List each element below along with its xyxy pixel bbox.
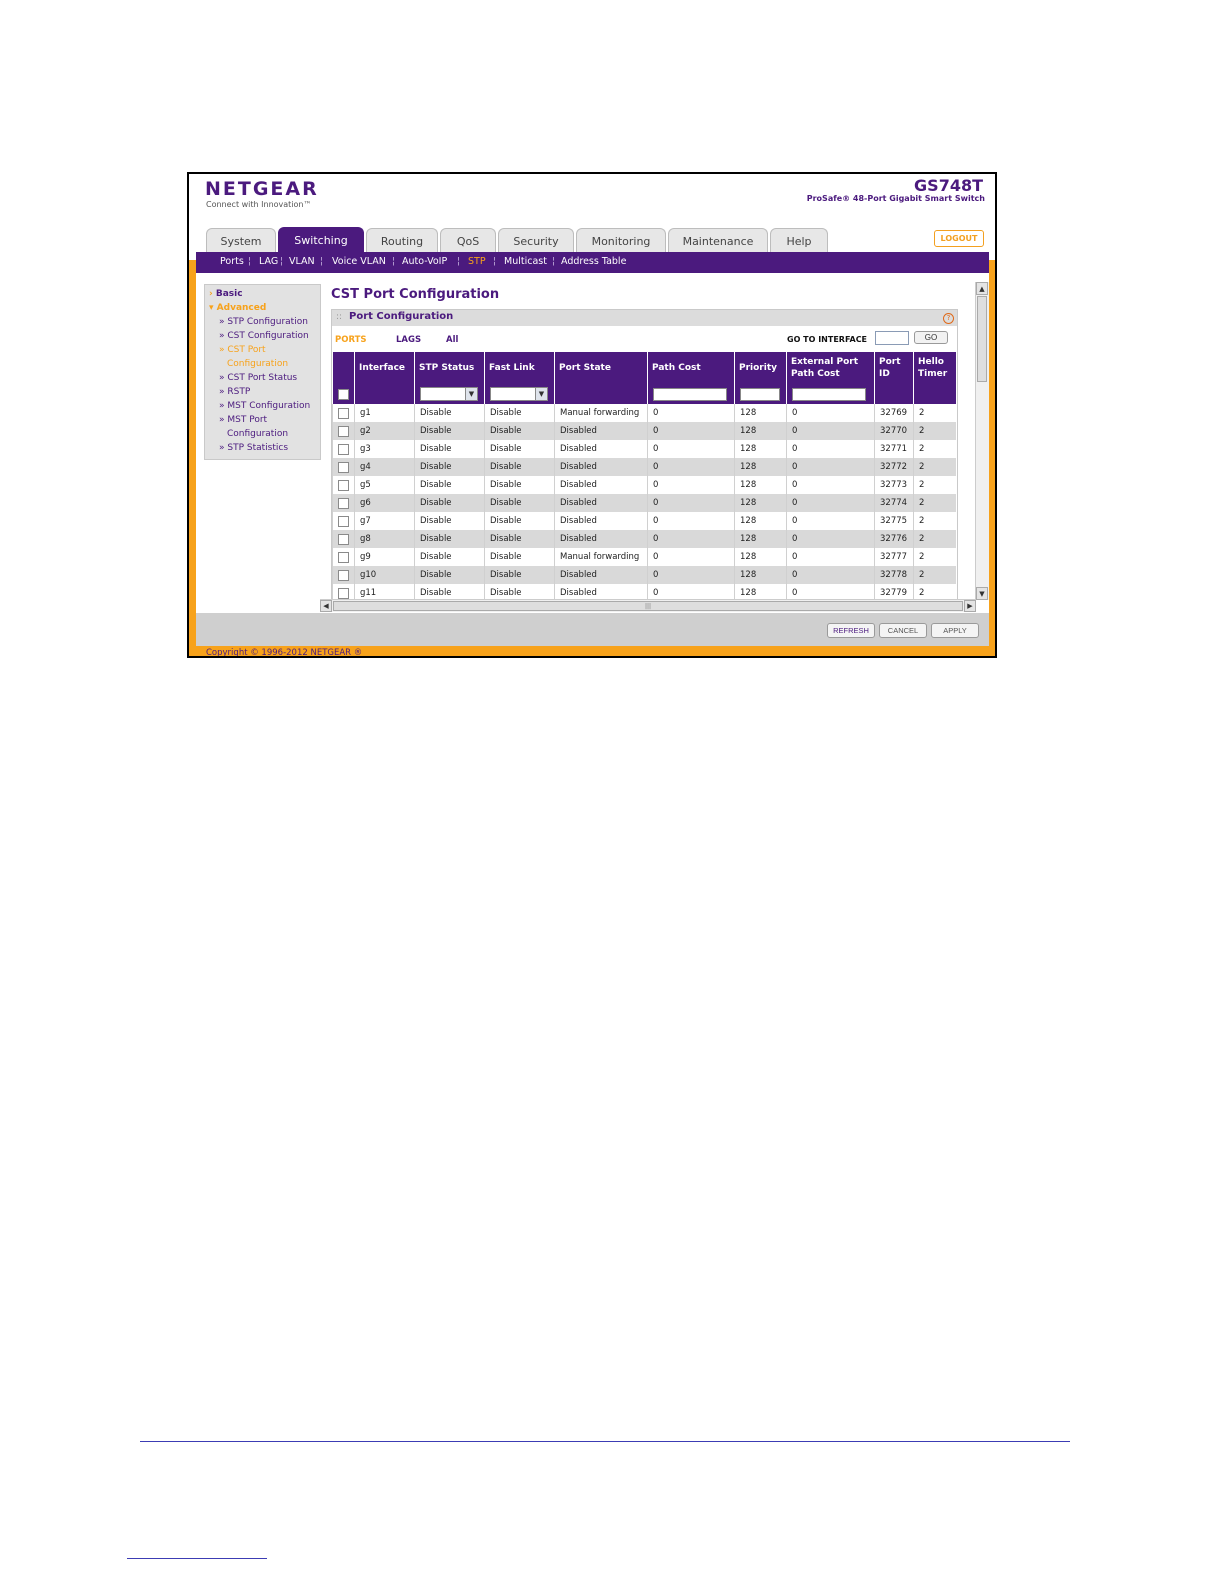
filter-ports[interactable]: PORTS <box>335 335 367 345</box>
table-cell: Disabled <box>555 440 648 458</box>
table-cell: Disable <box>415 404 485 422</box>
table-row[interactable] <box>333 566 956 584</box>
help-icon[interactable]: ? <box>943 313 954 324</box>
table-cell: Disable <box>415 548 485 566</box>
panel-header <box>332 310 957 326</box>
table-header-row <box>333 352 956 384</box>
table-cell: Disabled <box>555 458 648 476</box>
logout-button[interactable]: LOGOUT <box>934 230 984 247</box>
tab-switching[interactable]: Switching <box>278 227 364 252</box>
table-cell: g9 <box>355 548 415 566</box>
row-checkbox[interactable] <box>338 408 349 419</box>
tab-monitoring[interactable]: Monitoring <box>576 228 666 252</box>
row-checkbox[interactable] <box>338 516 349 527</box>
apply-button[interactable]: APPLY <box>931 623 979 638</box>
table-row[interactable] <box>333 494 956 512</box>
sidebar-item-stp-statistics[interactable]: » STP Statistics <box>219 443 289 453</box>
scroll-right-icon[interactable]: ▶ <box>964 600 976 612</box>
table-cell: Disabled <box>555 530 648 548</box>
subnav-voice-vlan[interactable]: Voice VLAN <box>332 256 386 267</box>
subnav-stp[interactable]: STP <box>468 256 486 267</box>
table-cell: 32779 <box>875 584 914 601</box>
tab-routing[interactable]: Routing <box>366 228 438 252</box>
table-cell: g11 <box>355 584 415 601</box>
table-cell: 0 <box>648 476 735 494</box>
row-checkbox[interactable] <box>338 498 349 509</box>
header-fast-link[interactable]: Fast Link <box>485 352 555 384</box>
table-cell: 128 <box>735 566 787 584</box>
footnote-divider <box>127 1558 267 1559</box>
header-priority[interactable]: Priority <box>735 352 787 384</box>
table-row[interactable] <box>333 548 956 566</box>
table-cell: Disable <box>415 476 485 494</box>
table-cell: Disabled <box>555 584 648 601</box>
vertical-scroll-thumb[interactable] <box>977 296 987 382</box>
priority-input[interactable] <box>740 388 780 401</box>
button-bar <box>196 613 989 646</box>
header-select <box>333 352 355 384</box>
table-cell: 32773 <box>875 476 914 494</box>
subnav-vlan[interactable]: VLAN <box>289 256 315 267</box>
table-cell: 128 <box>735 404 787 422</box>
row-checkbox[interactable] <box>338 588 349 599</box>
path-cost-input[interactable] <box>653 388 727 401</box>
table-cell: Disabled <box>555 476 648 494</box>
header-interface[interactable]: Interface <box>355 352 415 384</box>
tab-system[interactable]: System <box>206 228 276 252</box>
sidebar-item-mst-port[interactable]: » MST Port <box>219 415 268 425</box>
table-row[interactable] <box>333 512 956 530</box>
table-cell: Disable <box>415 512 485 530</box>
page-title: CST Port Configuration <box>331 287 500 302</box>
row-checkbox-cell <box>333 530 355 548</box>
chevron-down-icon: ▼ <box>535 388 547 400</box>
sidebar-item-cst-configuration[interactable]: » CST Configuration <box>219 331 309 341</box>
table-cell: 32778 <box>875 566 914 584</box>
fast-link-select[interactable] <box>490 387 548 401</box>
table-cell: 32769 <box>875 404 914 422</box>
subnav-ports[interactable]: Ports <box>220 256 244 267</box>
table-cell: Disabled <box>555 512 648 530</box>
horizontal-scrollbar[interactable] <box>320 599 976 612</box>
edit-row <box>333 384 956 404</box>
table-row[interactable] <box>333 458 956 476</box>
table-cell: Disable <box>485 548 555 566</box>
table-cell: Disable <box>485 440 555 458</box>
table-cell: 128 <box>735 494 787 512</box>
table-cell: Disabled <box>555 494 648 512</box>
row-checkbox[interactable] <box>338 480 349 491</box>
table-cell: 0 <box>787 512 875 530</box>
tab-maintenance[interactable]: Maintenance <box>668 228 768 252</box>
panel-title: Port Configuration <box>349 311 454 322</box>
table-cell: 128 <box>735 458 787 476</box>
table-cell: g5 <box>355 476 415 494</box>
filter-all[interactable]: All <box>446 335 459 345</box>
table-cell: 2 <box>914 512 956 530</box>
subnav-multicast[interactable]: Multicast <box>504 256 547 267</box>
row-checkbox[interactable] <box>338 444 349 455</box>
table-cell: 32772 <box>875 458 914 476</box>
table-cell: Disable <box>485 458 555 476</box>
header-port-id[interactable]: Port ID <box>875 352 914 384</box>
table-cell: g4 <box>355 458 415 476</box>
sidebar-item-cst-port-configuration-2[interactable]: Configuration <box>227 359 289 369</box>
sidebar-item-mst-configuration[interactable]: » MST Configuration <box>219 401 311 411</box>
table-cell: 0 <box>787 440 875 458</box>
sidebar-item-mst-port-configuration[interactable]: Configuration <box>227 429 289 439</box>
copyright: Copyright © 1996-2012 NETGEAR ® <box>206 648 363 658</box>
chevron-down-icon: ▼ <box>465 388 477 400</box>
table-cell: 0 <box>648 440 735 458</box>
header-path-cost[interactable]: Path Cost <box>648 352 735 384</box>
table-cell: 0 <box>648 458 735 476</box>
sidebar <box>204 284 321 460</box>
subnav-address-table[interactable]: Address Table <box>561 256 627 267</box>
table-row[interactable] <box>333 530 956 548</box>
scroll-down-icon[interactable]: ▼ <box>976 587 988 600</box>
netgear-logo: NETGEAR <box>205 178 319 200</box>
header-hello-timer[interactable]: Hello Timer <box>914 352 956 384</box>
brand-tagline: Connect with Innovation™ <box>206 200 312 209</box>
table-cell: 128 <box>735 512 787 530</box>
row-checkbox-cell <box>333 494 355 512</box>
table-cell: 32775 <box>875 512 914 530</box>
table-cell: g6 <box>355 494 415 512</box>
tab-security[interactable]: Security <box>498 228 574 252</box>
row-checkbox-cell <box>333 512 355 530</box>
subnav-auto-voip[interactable]: Auto-VoIP <box>402 256 448 267</box>
table-cell: 2 <box>914 404 956 422</box>
table-cell: Manual forwarding <box>555 404 648 422</box>
port-table <box>332 352 956 601</box>
table-cell: Manual forwarding <box>555 548 648 566</box>
table-cell: 0 <box>787 494 875 512</box>
table-cell: g3 <box>355 440 415 458</box>
table-cell: 128 <box>735 422 787 440</box>
table-cell: 2 <box>914 548 956 566</box>
table-cell: 0 <box>648 566 735 584</box>
header-stp-status[interactable]: STP Status <box>415 352 485 384</box>
table-cell: 0 <box>648 404 735 422</box>
table-cell: 0 <box>787 530 875 548</box>
table-cell: Disable <box>485 494 555 512</box>
row-checkbox-cell <box>333 404 355 422</box>
table-cell: 32771 <box>875 440 914 458</box>
table-cell: 0 <box>787 566 875 584</box>
select-all-checkbox[interactable] <box>338 389 349 400</box>
horizontal-scroll-thumb[interactable]: ||| <box>333 601 963 611</box>
table-cell: 0 <box>648 548 735 566</box>
table-cell: 128 <box>735 530 787 548</box>
table-cell: 0 <box>787 548 875 566</box>
table-cell: Disable <box>415 566 485 584</box>
table-cell: 32776 <box>875 530 914 548</box>
model-subtitle: ProSafe® 48-Port Gigabit Smart Switch <box>806 194 985 203</box>
table-cell: Disable <box>415 440 485 458</box>
browser-frame <box>187 172 997 658</box>
goto-interface-label: GO TO INTERFACE <box>787 335 868 344</box>
table-cell: 2 <box>914 422 956 440</box>
refresh-button[interactable]: REFRESH <box>827 623 875 638</box>
table-cell: Disable <box>485 530 555 548</box>
scroll-up-icon[interactable]: ▲ <box>976 282 988 295</box>
table-cell: Disable <box>485 422 555 440</box>
table-row[interactable] <box>333 404 956 422</box>
table-cell: g10 <box>355 566 415 584</box>
table-cell: Disable <box>485 476 555 494</box>
table-cell: 0 <box>648 530 735 548</box>
table-cell: 2 <box>914 476 956 494</box>
table-cell: 2 <box>914 440 956 458</box>
table-cell: 32777 <box>875 548 914 566</box>
row-checkbox[interactable] <box>338 552 349 563</box>
port-configuration-panel <box>331 309 958 601</box>
table-cell: 0 <box>787 458 875 476</box>
table-cell: Disabled <box>555 422 648 440</box>
row-checkbox-cell <box>333 476 355 494</box>
table-cell: Disable <box>415 422 485 440</box>
page-divider <box>140 1441 1070 1442</box>
header <box>189 174 995 260</box>
row-checkbox[interactable] <box>338 570 349 581</box>
stp-status-select[interactable] <box>420 387 478 401</box>
row-checkbox[interactable] <box>338 426 349 437</box>
sidebar-advanced[interactable]: ▾ Advanced <box>209 303 267 313</box>
table-cell: 0 <box>648 584 735 601</box>
tab-qos[interactable]: QoS <box>440 228 496 252</box>
table-row[interactable] <box>333 476 956 494</box>
table-cell: Disable <box>415 584 485 601</box>
tab-help[interactable]: Help <box>770 228 828 252</box>
table-cell: 2 <box>914 584 956 601</box>
table-cell: 32770 <box>875 422 914 440</box>
table-cell: 0 <box>787 404 875 422</box>
sidebar-item-cst-port-status[interactable]: » CST Port Status <box>219 373 298 383</box>
table-cell: Disable <box>415 458 485 476</box>
row-checkbox-cell <box>333 548 355 566</box>
filter-lags[interactable]: LAGS <box>396 335 422 345</box>
table-cell: Disabled <box>555 566 648 584</box>
table-cell: 2 <box>914 458 956 476</box>
sub-navigation: Ports ¦ LAG ¦ VLAN ¦ Voice VLAN ¦ Auto-VoIP ¦ STP ¦ Multicast ¦ Address Table <box>196 252 989 273</box>
row-checkbox[interactable] <box>338 462 349 473</box>
sidebar-item-stp-configuration[interactable]: » STP Configuration <box>219 317 308 327</box>
table-row[interactable] <box>333 422 956 440</box>
sidebar-item-rstp[interactable]: » RSTP <box>219 387 251 397</box>
table-cell: 128 <box>735 584 787 601</box>
table-cell: g8 <box>355 530 415 548</box>
table-cell: 2 <box>914 566 956 584</box>
sidebar-item-cst-port-configuration[interactable]: » CST Port <box>219 345 266 355</box>
table-cell: 2 <box>914 530 956 548</box>
table-cell: g7 <box>355 512 415 530</box>
sidebar-basic[interactable]: › Basic <box>209 289 243 299</box>
table-cell: Disable <box>485 584 555 601</box>
collapse-icon[interactable]: :: <box>336 312 343 322</box>
cancel-button[interactable]: CANCEL <box>879 623 927 638</box>
table-cell: Disable <box>485 512 555 530</box>
table-cell: 32774 <box>875 494 914 512</box>
goto-interface-input[interactable] <box>875 331 909 345</box>
table-cell: g1 <box>355 404 415 422</box>
table-cell: Disable <box>415 530 485 548</box>
main-content <box>196 273 989 613</box>
table-cell: Disable <box>415 494 485 512</box>
go-button[interactable]: GO <box>914 331 948 344</box>
table-cell: 0 <box>787 422 875 440</box>
table-row[interactable] <box>333 440 956 458</box>
row-checkbox[interactable] <box>338 534 349 545</box>
model-name: GS748T <box>914 176 983 195</box>
table-cell: 0 <box>787 584 875 601</box>
row-checkbox-cell <box>333 566 355 584</box>
vertical-scrollbar[interactable] <box>975 282 989 600</box>
table-cell: 0 <box>648 422 735 440</box>
table-cell: g2 <box>355 422 415 440</box>
table-cell: Disable <box>485 404 555 422</box>
subnav-lag[interactable]: LAG <box>259 256 279 267</box>
header-external-port-path-cost[interactable]: External Port Path Cost <box>787 352 875 384</box>
table-cell: 0 <box>787 476 875 494</box>
table-cell: 128 <box>735 440 787 458</box>
table-cell: 2 <box>914 494 956 512</box>
table-cell: 128 <box>735 548 787 566</box>
header-port-state[interactable]: Port State <box>555 352 648 384</box>
external-port-path-cost-input[interactable] <box>792 388 866 401</box>
row-checkbox-cell <box>333 458 355 476</box>
row-checkbox-cell <box>333 422 355 440</box>
table-cell: 0 <box>648 494 735 512</box>
table-cell: Disable <box>485 566 555 584</box>
table-cell: 128 <box>735 476 787 494</box>
row-checkbox-cell <box>333 440 355 458</box>
scroll-left-icon[interactable]: ◀ <box>320 600 332 612</box>
table-cell: 0 <box>648 512 735 530</box>
